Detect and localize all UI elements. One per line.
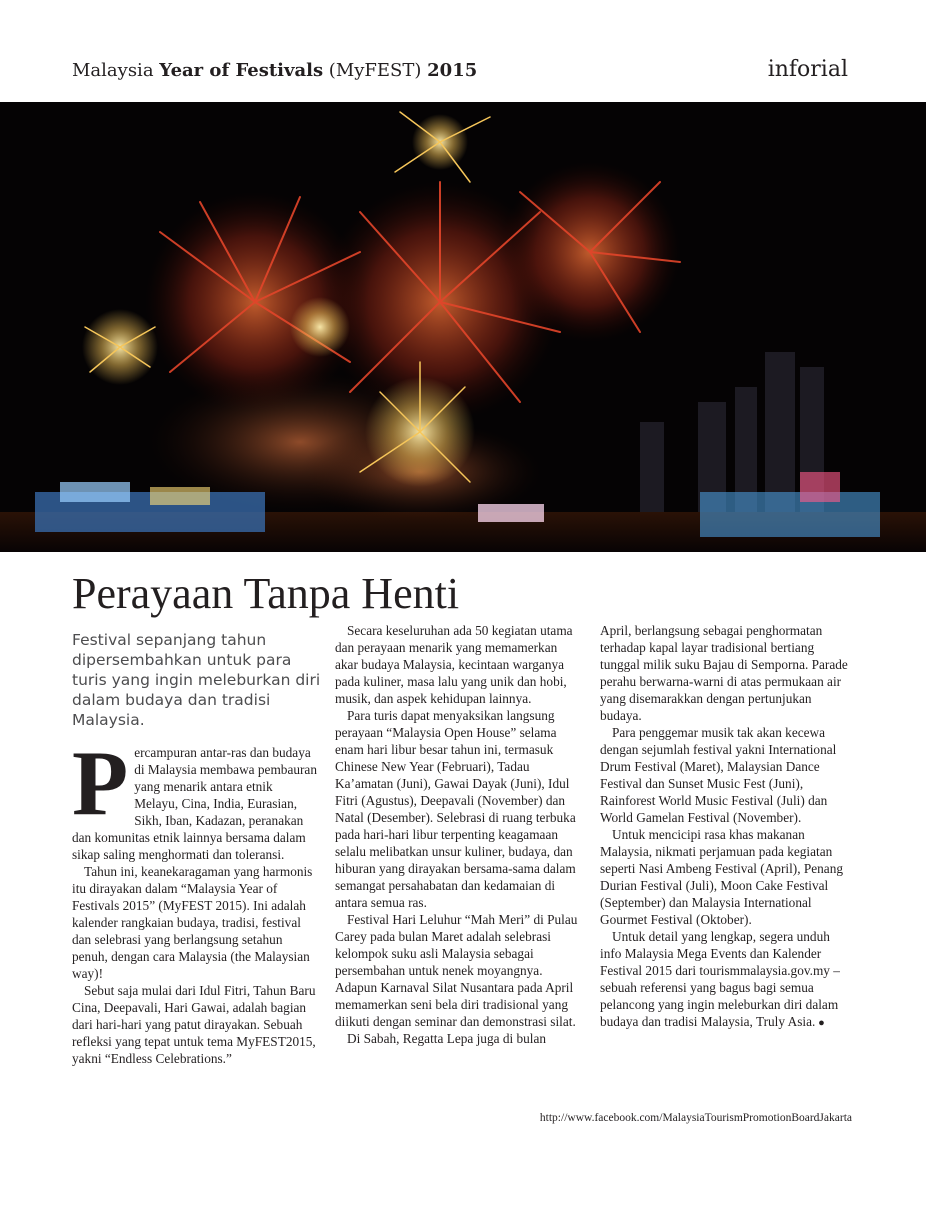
paragraph: Sebut saja mulai dari Idul Fitri, Tahun Baru Cina, Deepavali, Hari Gawai, adalah bagian dari hari-hari yang patut dirayakan. Sebuah refleksi yang tepat untuk tema MyFEST2015, yakni “Endless Celebrations.” <box>72 983 316 1066</box>
header-year: 2015 <box>427 60 478 81</box>
fireworks-photo <box>0 102 926 552</box>
paragraph: Untuk mencicipi rasa khas makanan Malaysia, nikmati perjamuan pada kegiatan seperti Nasi Ambeng Festival (April), Penang Durian Festival (Juli), Moon Cake Festival (September) dan Malaysia International Gourmet Festival (Oktober). <box>600 827 843 927</box>
article-title: Perayaan Tanpa Henti <box>72 569 460 618</box>
paragraph-text: ercampuran antar-ras dan budaya di Malaysia membawa pembauran yang menarik antara etnik Melayu, Cina, India, Eurasian, Sikh, Iban, Kadazan, peranakan dan komunitas etnik lainnya bersama dalam sikap saling menghormati dan toleransi. <box>72 745 317 862</box>
paragraph-text: Untuk detail yang lengkap, segera unduh info Malaysia Mega Events dan Kalender Festival 2015 dari tourismmalaysia.gov.my – sebuah referensi yang bagus bagi semua pelancong yang ingin meleburkan diri dalam budaya dan tradisi Malaysia, Truly Asia. <box>600 929 840 1029</box>
paragraph: Tahun ini, keanekaragaman yang harmonis itu dirayakan dalam “Malaysia Year of Festivals 2015” (MyFEST 2015). Ini adalah kalender rangkaian budaya, tradisi, festival dan selebrasi yang berlangsung setahun penuh, dengan cara Malaysia (the Malaysian way)! <box>72 864 313 981</box>
article-column-1 <box>72 732 318 1067</box>
drop-cap: P <box>72 732 129 834</box>
article-lead: Festival sepanjang tahun dipersembahkan untuk para turis yang ingin meleburkan diri dalam budaya dan tradisi Malaysia. <box>72 631 321 729</box>
paragraph: Secara keseluruhan ada 50 kegiatan utama dan perayaan menarik yang memamerkan akar budaya Malaysia, kecintaan warganya pada kuliner, masa lalu yang unik dan hobi, musik, dan aspek kehidupan lainnya. <box>335 623 573 706</box>
paragraph: April, berlangsung sebagai penghormatan terhadap kapal layar tradisional bertiang tunggal milik suku Bajau di Semporna. Parade perahu berwarna-warni di atas permukaan air yang disemarakkan dengan pertunjukan budaya. <box>600 623 848 723</box>
paragraph: Para turis dapat menyaksikan langsung perayaan “Malaysia Open House” selama enam hari libur besar tahun ini, termasuk Chinese New Year (Februari), Tadau Ka’amatan (Juni), Gawai Dayak (Juni), Idul Fitri (Agustus), Deepavali (November) dan Natal (Desember). Selebrasi di ruang terbuka pada hari-hari libur terpenting keagamaan selalu melibatkan unsur kuliner, budaya, dan hiburan yang dirayakan bersama-sama dalam semangat persahabatan dan kedamaian di antara semua ras. <box>335 708 576 910</box>
section-label: inforial <box>767 57 848 82</box>
facebook-url: http://www.facebook.com/MalaysiaTourismPromotionBoardJakarta <box>539 1112 852 1124</box>
header-mid: (MyFEST) <box>323 60 428 81</box>
paragraph: Di Sabah, Regatta Lepa juga di bulan <box>347 1031 547 1046</box>
end-mark-icon: ● <box>815 1017 825 1029</box>
running-header <box>72 58 477 84</box>
article-column-3 <box>600 622 850 1032</box>
header-prefix: Malaysia <box>72 60 160 81</box>
paragraph <box>600 928 850 1032</box>
header-bold: Year of Festivals <box>159 60 324 81</box>
article-column-2 <box>335 622 580 1047</box>
paragraph: Para penggemar musik tak akan kecewa dengan sejumlah festival yakni International Drum Festival (Maret), Malaysian Dance Festival dan Sunset Music Fest (Juni), Rainforest World Music Festival (Juli) dan World Gamelan Festival (November). <box>600 725 837 825</box>
paragraph: Festival Hari Leluhur “Mah Meri” di Pulau Carey pada bulan Maret adalah selebrasi kelompok suku asli Malaysia sebagai persembahan untuk nenek moyangnya. Adapun Karnaval Silat Nusantara pada April memamerkan seni bela diri tradisional yang diikuti dengan seminar dan demonstrasi silat. <box>335 912 578 1029</box>
paragraph <box>72 732 318 863</box>
